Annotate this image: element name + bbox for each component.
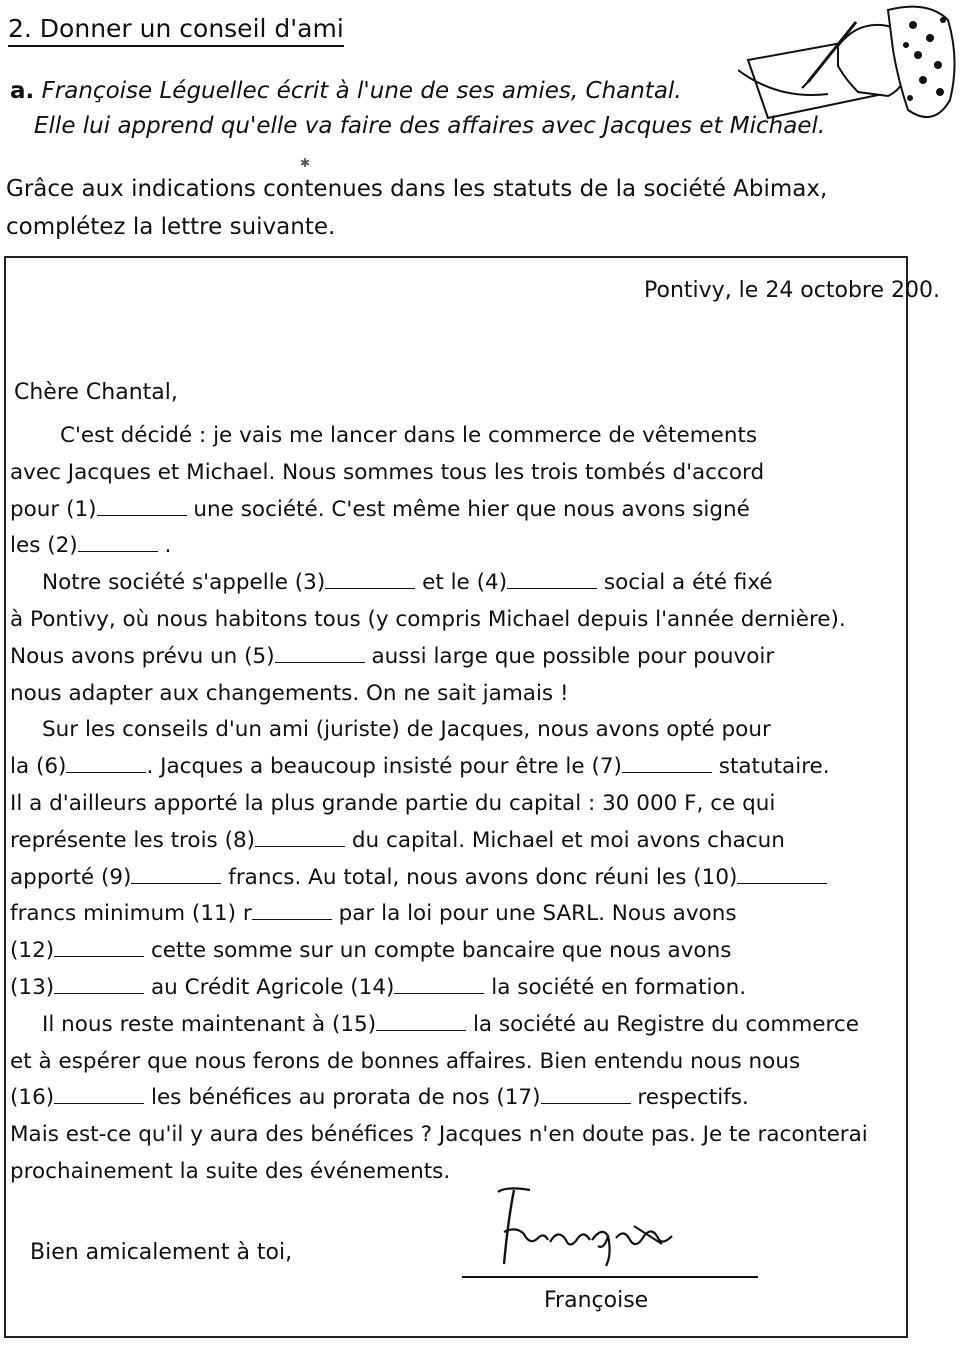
letter-line: Nous avons prévu un (5) (10, 643, 275, 669)
letter-line: au Crédit Agricole (14) (150, 974, 395, 1000)
letter-line: et le (4) (422, 570, 508, 596)
blank-12[interactable] (54, 938, 144, 957)
letter-line: Mais est-ce qu'il y aura des bénéfices ? Jacques n'en doute pas. Je te raconterai (10, 1122, 868, 1148)
letter-line: une société. C'est même hier que nous avons signé (193, 496, 750, 522)
letter-date: Pontivy, le 24 octobre 200. (644, 278, 940, 303)
letter-line: du capital. Michael et moi avons chacun (351, 827, 785, 853)
blank-11[interactable] (252, 901, 332, 920)
letter-line: la société au Registre du commerce (472, 1011, 859, 1037)
letter-line: francs. Au total, nous avons donc réuni les (10) (228, 864, 738, 890)
letter-line: Notre société s'appelle (3) (42, 570, 326, 596)
instruction-line-2: complétez la lettre suivante. (6, 214, 336, 240)
letter-line: la (6) (10, 754, 67, 780)
section-title: 2. Donner un conseil d'ami (8, 14, 344, 47)
blank-5[interactable] (275, 644, 365, 663)
blank-14[interactable] (394, 975, 484, 994)
blank-15[interactable] (376, 1012, 466, 1031)
letter-line: . Jacques a beaucoup insisté pour être le (7) (146, 754, 622, 780)
blank-7[interactable] (622, 754, 712, 773)
letter-greeting: Chère Chantal, (14, 380, 178, 405)
letter-line: avec Jacques et Michael. Nous sommes tous les trois tombés d'accord (10, 459, 765, 485)
instruction (6, 170, 827, 246)
intro-text (10, 74, 825, 144)
instruction-line-1: Grâce aux indications contenues dans les statuts de la société Abimax, (6, 176, 828, 202)
letter-body: C'est décidé : je vais me lancer dans le commerce de vêtements avec Jacques et Michael. Nous sommes tous les trois tombés d'accord pour (1) une société. C'est même hier que nous avons signé les (2) . Notre société s'appelle (3) et le (4) social a été fixé à Pontivy, où nous habitons tous (y compris Michael depuis l'année dernière). Nous avons prévu un (5) aussi large que possible pour pouvoir nous adapter aux changements. On ne sait jamais ! Sur les conseils d'un ami (juriste) de Jacques, nous avons opté pour la (6) . Jacques a beaucoup insisté pour être le (7) statutaire. Il a d'ailleurs apporté la plus grande partie du capital : 30 000 F, ce qui représente les trois (8) du capital. Michael et moi avons chacun apporté (9) francs. Au total, nous avons donc réuni les (10) francs minimum (11) r par la loi pour une SARL. Nous avons (12) cette somme sur un compte bancaire que nous avons (13) au Crédit Agricole (14) la société en formation. Il nous reste maintenant à (15) la société au Registre du commerce et à espérer que nous ferons de bonnes affaires. Bien entendu nous nous (16) les bénéfices au prorata de nos (17) respectifs. Mais est-ce qu'il y aura des bénéfices ? Jacques n'en doute pas. Je te raconterai prochainement la suite des événements. (10, 423, 868, 1184)
letter-line: aussi large que possible pour pouvoir (371, 643, 775, 669)
blank-1[interactable] (97, 497, 187, 516)
handwritten-signature (486, 1180, 686, 1280)
letter-line: par la loi pour une SARL. Nous avons (338, 901, 737, 927)
signature-line (462, 1276, 758, 1278)
letter-line: Sur les conseils d'un ami (juriste) de Jacques, nous avons opté pour (42, 717, 771, 743)
letter-line: pour (1) (10, 496, 97, 522)
blank-3[interactable] (325, 570, 415, 589)
blank-17[interactable] (541, 1085, 631, 1104)
letter-line: Il nous reste maintenant à (15) (42, 1011, 377, 1037)
intro-line-2: Elle lui apprend qu'elle va faire des affaires avec Jacques et Michael. (34, 113, 826, 139)
letter-line: les (2) (10, 533, 78, 559)
letter-line: les bénéfices au prorata de nos (17) (150, 1085, 541, 1111)
letter-line: la société en formation. (491, 974, 747, 1000)
signature-name: Françoise (544, 1288, 649, 1313)
blank-10[interactable] (737, 865, 827, 884)
letter-line: prochainement la suite des événements. (10, 1158, 451, 1184)
letter-line: C'est décidé : je vais me lancer dans le commerce de vêtements (60, 423, 758, 448)
blank-4[interactable] (507, 570, 597, 589)
letter-line: francs minimum (11) r (10, 901, 252, 927)
letter-line: (12) (10, 938, 55, 964)
letter-line: Il a d'ailleurs apporté la plus grande partie du capital : 30 000 F, ce qui (10, 790, 776, 816)
blank-2[interactable] (78, 533, 158, 552)
letter-line: à Pontivy, où nous habitons tous (y compris Michael depuis l'année dernière). (10, 606, 846, 632)
letter-closing: Bien amicalement à toi, (30, 1240, 293, 1265)
blank-13[interactable] (54, 975, 144, 994)
intro-line-1: Françoise Léguellec écrit à l'une de ses amies, Chantal. (41, 78, 682, 104)
blank-9[interactable] (131, 865, 221, 884)
letter-line: (13) (10, 974, 55, 1000)
letter-line: représente les trois (8) (10, 827, 256, 853)
letter-line: et à espérer que nous ferons de bonnes affaires. Bien entendu nous nous (10, 1048, 801, 1074)
blank-16[interactable] (54, 1085, 144, 1104)
blank-8[interactable] (255, 828, 345, 847)
letter-line: (16) (10, 1085, 55, 1111)
intro-marker: a. (10, 78, 35, 104)
letter-line: apporté (9) (10, 864, 132, 890)
letter-line: respectifs. (637, 1085, 749, 1111)
letter-line: nous adapter aux changements. On ne sait jamais ! (10, 680, 569, 706)
letter-line: statutaire. (718, 754, 830, 780)
letter-line: social a été fixé (603, 570, 773, 596)
blank-6[interactable] (66, 754, 146, 773)
stray-mark: ✱ (300, 156, 311, 170)
letter-line: cette somme sur un compte bancaire que nous avons (150, 938, 732, 964)
